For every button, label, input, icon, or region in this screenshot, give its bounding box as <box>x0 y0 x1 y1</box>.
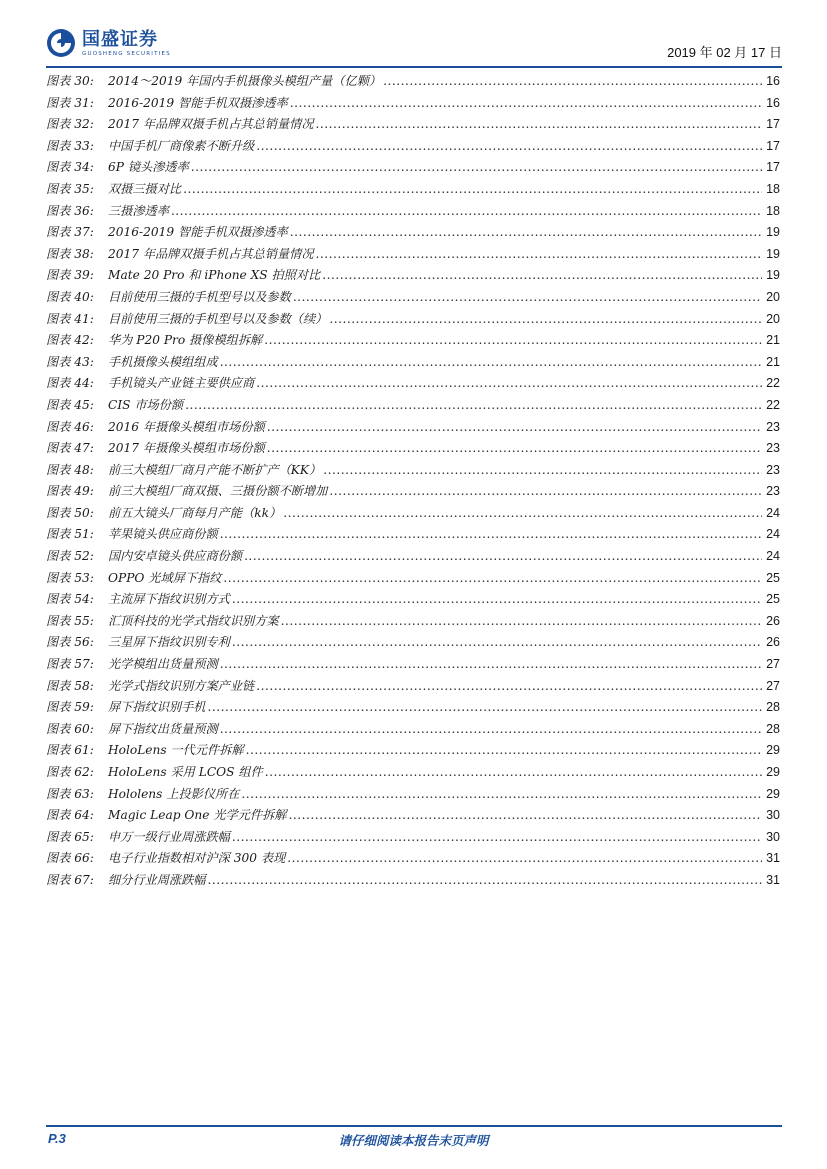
figure-page-number: 23 <box>766 419 780 434</box>
toc-entry[interactable] <box>46 871 780 893</box>
figure-label: 图表 58: <box>46 678 94 693</box>
toc-entry[interactable] <box>46 202 780 224</box>
figure-title: Magic Leap One 光学元件拆解 <box>108 808 287 823</box>
toc-entry[interactable] <box>46 806 780 828</box>
toc-entry[interactable] <box>46 569 780 591</box>
toc-entry[interactable] <box>46 374 780 396</box>
toc-entry[interactable] <box>46 741 780 763</box>
toc-entry[interactable] <box>46 785 780 807</box>
dot-leader <box>316 117 762 131</box>
figure-label: 图表 54: <box>46 592 94 607</box>
figure-index-list <box>46 72 780 893</box>
figure-label: 图表 56: <box>46 635 94 650</box>
figure-title: 2016-2019 智能手机双摄渗透率 <box>108 95 288 110</box>
toc-entry[interactable] <box>46 482 780 504</box>
dot-leader <box>288 808 762 822</box>
figure-label: 图表 65: <box>46 829 94 844</box>
guosheng-logo-icon <box>46 28 76 58</box>
figure-label: 图表 57: <box>46 657 94 672</box>
dot-leader <box>290 96 762 110</box>
figure-label: 图表 52: <box>46 549 94 564</box>
figure-page-number: 19 <box>766 246 780 261</box>
figure-page-number: 21 <box>766 354 780 369</box>
toc-entry[interactable] <box>46 525 780 547</box>
dot-leader <box>264 333 762 347</box>
figure-label: 图表 60: <box>46 721 94 736</box>
toc-entry[interactable] <box>46 655 780 677</box>
figure-title: 电子行业指数相对沪深 300 表现 <box>108 851 286 866</box>
figure-label: 图表 44: <box>46 376 94 391</box>
toc-entry[interactable] <box>46 828 780 850</box>
toc-entry[interactable] <box>46 763 780 785</box>
figure-label: 图表 35: <box>46 181 94 196</box>
dot-leader <box>241 787 762 801</box>
toc-entry[interactable] <box>46 137 780 159</box>
toc-entry[interactable] <box>46 720 780 742</box>
dot-leader <box>329 484 762 498</box>
dot-leader <box>171 204 762 218</box>
header-divider <box>46 66 782 68</box>
dot-leader <box>232 592 762 606</box>
figure-title: 国内安卓镜头供应商份额 <box>108 549 243 564</box>
figure-title: 光学式指纹识别方案产业链 <box>108 678 255 693</box>
figure-title: 手机摄像头模组组成 <box>108 354 218 369</box>
dot-leader <box>322 268 762 282</box>
figure-page-number: 29 <box>766 786 780 801</box>
figure-page-number: 26 <box>766 635 780 650</box>
dot-leader <box>267 420 762 434</box>
figure-label: 图表 36: <box>46 203 94 218</box>
figure-title: 手机镜头产业链主要供应商 <box>108 376 255 391</box>
figure-title: 华为 P20 Pro 摄像模组拆解 <box>108 333 263 348</box>
page-header <box>46 22 782 66</box>
toc-entry[interactable] <box>46 849 780 871</box>
figure-title: OPPO 光域屏下指纹 <box>108 570 222 585</box>
logo-english-text: GUOSHENG SECURITIES <box>82 50 171 57</box>
toc-entry[interactable] <box>46 439 780 461</box>
figure-label: 图表 33: <box>46 138 94 153</box>
toc-entry[interactable] <box>46 266 780 288</box>
toc-entry[interactable] <box>46 288 780 310</box>
figure-label: 图表 41: <box>46 311 94 326</box>
figure-label: 图表 45: <box>46 397 94 412</box>
figure-title: 目前使用三摄的手机型号以及参数（续） <box>108 311 328 326</box>
dot-leader <box>223 571 762 585</box>
figure-page-number: 25 <box>766 570 780 585</box>
toc-entry[interactable] <box>46 158 780 180</box>
dot-leader <box>208 700 763 714</box>
figure-title: 2017 年品牌双摄手机占其总销量情况 <box>108 246 314 261</box>
figure-page-number: 29 <box>766 765 780 779</box>
figure-label: 图表 42: <box>46 333 94 348</box>
figure-title: 细分行业周涨跌幅 <box>108 872 206 887</box>
figure-page-number: 28 <box>766 721 780 736</box>
figure-label: 图表 59: <box>46 700 94 715</box>
figure-label: 图表 61: <box>46 743 94 758</box>
figure-page-number: 17 <box>766 117 780 132</box>
toc-entry[interactable] <box>46 353 780 375</box>
figure-label: 图表 40: <box>46 289 94 304</box>
figure-label: 图表 62: <box>46 765 94 779</box>
dot-leader <box>290 225 762 239</box>
logo-chinese-text: 国盛证券 <box>82 28 158 50</box>
dot-leader <box>383 74 762 88</box>
figure-label: 图表 67: <box>46 872 94 887</box>
figure-label: 图表 63: <box>46 786 94 801</box>
figure-page-number: 16 <box>766 74 780 88</box>
figure-label: 图表 37: <box>46 225 94 240</box>
figure-title: 主流屏下指纹识别方式 <box>108 592 230 607</box>
figure-title: CIS 市场份额 <box>108 397 184 412</box>
figure-label: 图表 64: <box>46 808 94 823</box>
toc-entry[interactable] <box>46 223 780 245</box>
figure-label: 图表 32: <box>46 117 94 132</box>
figure-page-number: 29 <box>766 743 780 758</box>
figure-title: 2017 年品牌双摄手机占其总销量情况 <box>108 117 314 132</box>
figure-page-number: 31 <box>766 851 780 866</box>
figure-page-number: 22 <box>766 397 780 412</box>
figure-page-number: 18 <box>766 181 780 196</box>
figure-page-number: 24 <box>766 505 780 520</box>
figure-label: 图表 55: <box>46 613 94 628</box>
figure-page-number: 25 <box>766 592 780 607</box>
dot-leader <box>220 527 762 541</box>
figure-label: 图表 49: <box>46 484 94 499</box>
dot-leader <box>267 441 762 455</box>
dot-leader <box>293 290 762 304</box>
figure-title: 2014～2019 年国内手机摄像头模组产量（亿颗） <box>108 74 382 88</box>
figure-label: 图表 53: <box>46 570 94 585</box>
figure-title: 屏下指纹出货量预测 <box>108 721 218 736</box>
dot-leader <box>323 463 762 477</box>
page-number: P.3 <box>48 1131 66 1146</box>
figure-page-number: 26 <box>766 613 780 628</box>
figure-label: 图表 30: <box>46 74 94 88</box>
figure-label: 图表 47: <box>46 441 94 456</box>
toc-entry[interactable] <box>46 590 780 612</box>
figure-title: 汇顶科技的光学式指纹识别方案 <box>108 613 279 628</box>
figure-title: 中国手机厂商像素不断升级 <box>108 138 255 153</box>
figure-label: 图表 50: <box>46 505 94 520</box>
figure-title: 目前使用三摄的手机型号以及参数 <box>108 289 291 304</box>
figure-title: 前三大模组厂商月产能不断扩产（KK） <box>108 462 322 477</box>
toc-entry[interactable] <box>46 504 780 526</box>
figure-title: 2016 年摄像头模组市场份额 <box>108 419 265 434</box>
dot-leader <box>220 722 762 736</box>
dot-leader <box>256 376 762 390</box>
figure-label: 图表 48: <box>46 462 94 477</box>
dot-leader <box>283 506 762 520</box>
figure-title: HoloLens 一代元件拆解 <box>108 743 244 758</box>
figure-title: 申万一级行业周涨跌幅 <box>108 829 230 844</box>
figure-page-number: 19 <box>766 268 780 283</box>
figure-page-number: 30 <box>766 829 780 844</box>
figure-page-number: 17 <box>766 160 780 175</box>
dot-leader <box>191 160 762 174</box>
figure-page-number: 27 <box>766 657 780 672</box>
dot-leader <box>183 182 762 196</box>
toc-entry[interactable] <box>46 331 780 353</box>
toc-entry[interactable] <box>46 396 780 418</box>
toc-entry[interactable] <box>46 418 780 440</box>
dot-leader <box>220 355 762 369</box>
figure-label: 图表 51: <box>46 527 94 542</box>
report-date: 2019 年 02 月 17 日 <box>667 45 782 60</box>
disclaimer-note: 请仔细阅读本报告末页声明 <box>338 1133 489 1148</box>
toc-entry[interactable] <box>46 180 780 202</box>
dot-leader <box>232 830 762 844</box>
figure-page-number: 19 <box>766 225 780 240</box>
figure-title: 2017 年摄像头模组市场份额 <box>108 441 265 456</box>
toc-entry[interactable] <box>46 677 780 699</box>
footer-divider <box>46 1125 782 1127</box>
toc-entry[interactable] <box>46 547 780 569</box>
figure-title: 前三大模组厂商双摄、三摄份额不断增加 <box>108 484 328 499</box>
dot-leader <box>329 312 762 326</box>
toc-entry[interactable] <box>46 72 780 94</box>
toc-entry[interactable] <box>46 698 780 720</box>
dot-leader <box>185 398 762 412</box>
figure-label: 图表 66: <box>46 851 94 866</box>
toc-entry[interactable] <box>46 612 780 634</box>
figure-page-number: 20 <box>766 289 780 304</box>
figure-page-number: 21 <box>766 333 780 348</box>
figure-label: 图表 38: <box>46 246 94 261</box>
figure-title: 前五大镜头厂商每月产能（kk） <box>108 505 282 520</box>
figure-title: Mate 20 Pro 和 iPhone XS 拍照对比 <box>108 268 321 283</box>
figure-label: 图表 46: <box>46 419 94 434</box>
figure-page-number: 28 <box>766 700 780 715</box>
dot-leader <box>246 743 762 757</box>
dot-leader <box>256 139 762 153</box>
figure-label: 图表 31: <box>46 95 94 110</box>
company-logo <box>46 28 171 58</box>
toc-entry[interactable] <box>46 115 780 137</box>
figure-page-number: 16 <box>766 95 780 110</box>
toc-entry[interactable] <box>46 310 780 332</box>
figure-label: 图表 39: <box>46 268 94 283</box>
figure-page-number: 31 <box>766 872 780 887</box>
dot-leader <box>316 247 762 261</box>
figure-page-number: 24 <box>766 527 780 542</box>
figure-title: 光学模组出货量预测 <box>108 657 218 672</box>
figure-page-number: 18 <box>766 203 780 218</box>
figure-title: HoloLens 采用 LCOS 组件 <box>108 765 263 779</box>
figure-title: 双摄三摄对比 <box>108 181 182 196</box>
figure-page-number: 20 <box>766 311 780 326</box>
figure-page-number: 17 <box>766 138 780 153</box>
toc-entry[interactable] <box>46 94 780 116</box>
figure-title: 屏下指纹识别手机 <box>108 700 206 715</box>
figure-page-number: 23 <box>766 441 780 456</box>
dot-leader <box>232 635 762 649</box>
dot-leader <box>256 679 762 693</box>
dot-leader <box>287 851 762 865</box>
dot-leader <box>265 765 762 779</box>
figure-page-number: 30 <box>766 808 780 823</box>
dot-leader <box>244 549 762 563</box>
figure-page-number: 23 <box>766 484 780 499</box>
figure-title: 三星屏下指纹识别专利 <box>108 635 230 650</box>
figure-title: 三摄渗透率 <box>108 203 169 218</box>
toc-entry[interactable] <box>46 633 780 655</box>
figure-title: Hololens 上投影仪所在 <box>108 786 240 801</box>
figure-title: 苹果镜头供应商份额 <box>108 527 218 542</box>
figure-label: 图表 34: <box>46 160 94 175</box>
figure-page-number: 22 <box>766 376 780 391</box>
dot-leader <box>281 614 762 628</box>
toc-entry[interactable] <box>46 461 780 483</box>
figure-title: 6P 镜头渗透率 <box>108 160 189 175</box>
figure-title: 2016-2019 智能手机双摄渗透率 <box>108 225 288 240</box>
dot-leader <box>220 657 762 671</box>
dot-leader <box>208 873 763 887</box>
figure-page-number: 24 <box>766 549 780 564</box>
figure-page-number: 27 <box>766 678 780 693</box>
toc-entry[interactable] <box>46 245 780 267</box>
figure-page-number: 23 <box>766 462 780 477</box>
figure-label: 图表 43: <box>46 354 94 369</box>
